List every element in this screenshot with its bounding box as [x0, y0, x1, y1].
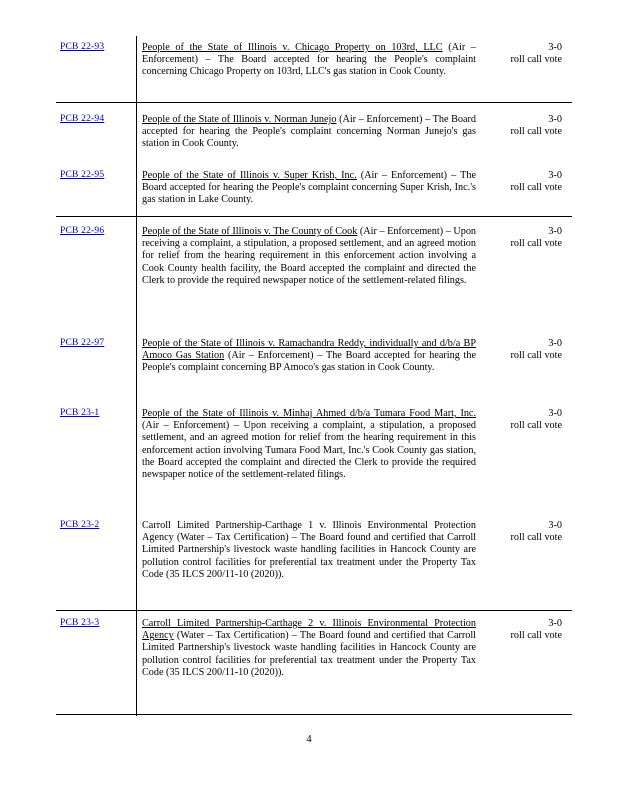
docket-link[interactable]: PCB 22-94 [60, 114, 105, 124]
case-caption: People of the State of Illinois v. Super Krish, Inc. [142, 170, 357, 181]
case-summary: (Water – Tax Certification) – The Board found and certified that Carroll Limited Partnership's livestock waste handling facilities in Hancock County are pollution control facilities for preferential tax treatment under the Property Tax Code (35 ILCS 200/11-10 (2020)). [142, 630, 477, 678]
vote-count: 3-0 [548, 520, 562, 531]
vote-type: roll call vote [510, 54, 562, 66]
docket-link[interactable]: PCB 22-93 [60, 42, 105, 52]
entry-description [142, 338, 476, 375]
docket-link[interactable]: PCB 23-3 [60, 618, 100, 628]
case-caption: People of the State of Illinois v. Chicago Property on 103rd, LLC [142, 42, 443, 53]
vote-count: 3-0 [548, 408, 562, 419]
case-summary: Carroll Limited Partnership-Carthage 1 v. Illinois Environmental Protection Agency (Water – Tax Certification) – The Board found and certified that Carroll Limited Partnership's livestock waste handling facilities in Hancock County are pollution control facilities for preferential tax treatment under the Property Tax Code (35 ILCS 200/11-10 (2020)). [142, 520, 476, 580]
case-summary: (Air – Enforcement) – The Board accepted for hearing the People's complaint concerning Super Krish, Inc.'s gas station in Lake County. [142, 170, 476, 206]
entry-description [142, 170, 476, 207]
case-summary: (Air – Enforcement) – The Board accepted for hearing the People's complaint concerning Norman Junejo's gas station in Cook County. [142, 114, 476, 150]
vote-count: 3-0 [548, 618, 562, 629]
entry-description [142, 618, 476, 679]
docket-link[interactable]: PCB 22-95 [60, 170, 105, 180]
case-caption: People of the State of Illinois v. The County of Cook [142, 226, 358, 237]
vote-type: roll call vote [510, 350, 562, 362]
vote-result [511, 226, 563, 250]
agenda-entry [56, 112, 572, 160]
docket-link[interactable]: PCB 22-96 [60, 226, 105, 236]
vote-result [511, 618, 563, 642]
entry-description [142, 42, 476, 79]
vote-count: 3-0 [548, 170, 562, 181]
vote-result [511, 408, 563, 432]
vote-result [511, 170, 563, 194]
page-number: 4 [306, 734, 312, 745]
agenda-entry [56, 406, 572, 510]
vote-type: roll call vote [510, 630, 562, 642]
agenda-entry [56, 224, 572, 328]
agenda-entry [56, 518, 572, 611]
docket-link[interactable]: PCB 23-1 [60, 408, 100, 418]
vote-count: 3-0 [548, 42, 562, 53]
case-caption: People of the State of Illinois v. Minhaj Ahmed d/b/a Tumara Food Mart, Inc. [142, 408, 476, 419]
agenda-entry [56, 168, 572, 217]
agenda-entry [56, 40, 572, 103]
vote-count: 3-0 [548, 114, 562, 125]
vote-type: roll call vote [510, 126, 562, 138]
case-summary: (Air – Enforcement) – The Board accepted for hearing the People's complaint concerning Chicago Property on 103rd, LLC's gas station in Cook County. [142, 42, 477, 78]
agenda-entry [56, 616, 572, 715]
entry-description [142, 226, 476, 287]
vote-result [511, 520, 563, 544]
case-summary: (Air – Enforcement) – Upon receiving a complaint, a stipulation, a proposed settlement, and an agreed motion for relief from the hearing requirement in this enforcement action involving Tumara Food Mart, Inc.'s Cook County gas station, the Board accepted the complaint and directed the Clerk to provide the required newspaper notice of the settlement-related filings. [142, 420, 476, 481]
vote-result [511, 114, 563, 138]
entry-description [142, 408, 476, 481]
vote-count: 3-0 [548, 338, 562, 349]
vote-type: roll call vote [510, 182, 562, 194]
vote-count: 3-0 [548, 226, 562, 237]
vote-type: roll call vote [510, 238, 562, 250]
case-summary: (Air – Enforcement) – Upon receiving a complaint, a stipulation, a proposed settlement, and an agreed motion for relief from the hearing requirement in this enforcement action involving a Cook County health facility, the Board accepted the complaint and directed the Clerk to provide the required newspaper notice of the settlement-related filings. [142, 226, 477, 286]
docket-link[interactable]: PCB 22-97 [60, 338, 105, 348]
agenda-entry [56, 336, 572, 398]
entry-description [142, 114, 476, 151]
vote-type: roll call vote [510, 532, 562, 544]
entry-description [142, 520, 476, 581]
vote-result [511, 42, 563, 66]
docket-link[interactable]: PCB 23-2 [60, 520, 100, 530]
case-summary: (Air – Enforcement) – The Board accepted for hearing the People's complaint concerning BP Amoco's gas station in Cook County. [142, 350, 477, 374]
vote-type: roll call vote [510, 420, 562, 432]
case-caption: People of the State of Illinois v. Norman Junejo [142, 114, 337, 125]
case-caption: People of the State of Illinois v. Ramachandra Reddy, individually and d/b/a BP Amoco Gas Station [142, 338, 476, 362]
case-caption: Carroll Limited Partnership-Carthage 2 v. Illinois Environmental Protection Agency [142, 618, 476, 642]
vote-result [511, 338, 563, 362]
